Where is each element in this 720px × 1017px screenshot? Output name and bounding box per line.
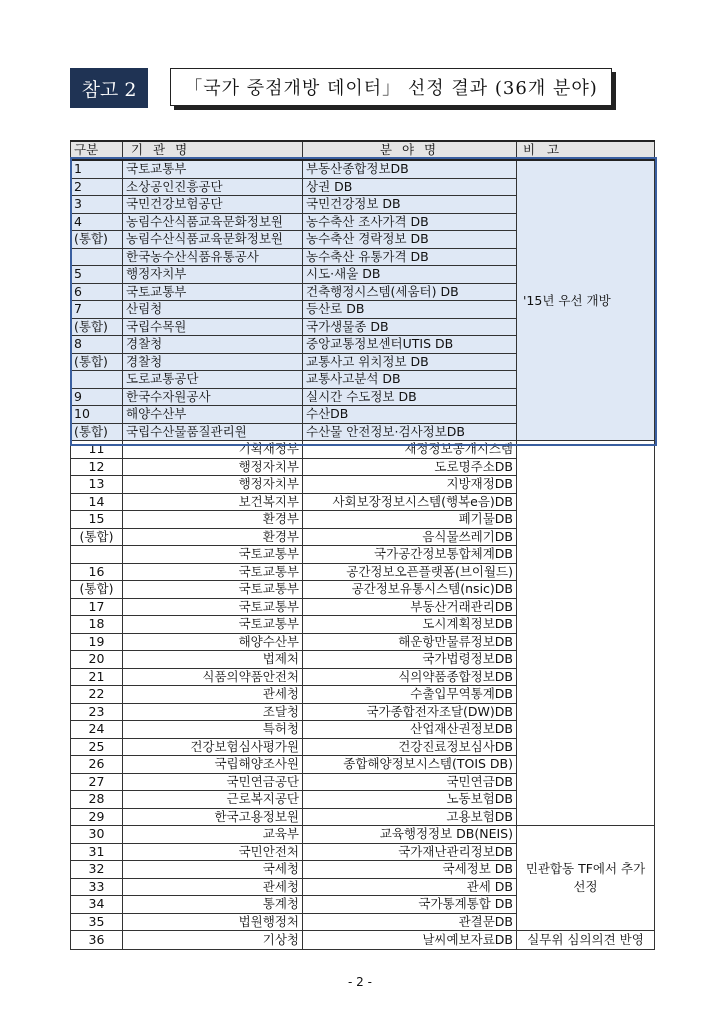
row-number: 30 bbox=[71, 826, 123, 844]
row-number bbox=[71, 371, 123, 389]
section-tag: 참고 2 bbox=[70, 68, 148, 108]
field-name: 국세정보 DB bbox=[303, 861, 517, 879]
note-empty bbox=[517, 441, 655, 826]
row-number: 7 bbox=[71, 301, 123, 319]
org-name: 해양수산부 bbox=[123, 633, 303, 651]
org-name: 국토교통부 bbox=[123, 283, 303, 301]
row-number: 2 bbox=[71, 178, 123, 196]
org-name: 국민연금공단 bbox=[123, 773, 303, 791]
org-name: 법제처 bbox=[123, 651, 303, 669]
field-name: 국가재난관리정보DB bbox=[303, 843, 517, 861]
field-name: 국가종합전자조달(DW)DB bbox=[303, 703, 517, 721]
row-number: 8 bbox=[71, 336, 123, 354]
field-name: 중앙교통정보센터UTIS DB bbox=[303, 336, 517, 354]
field-name: 해운항만물류정보DB bbox=[303, 633, 517, 651]
row-number: 20 bbox=[71, 651, 123, 669]
row-number: 5 bbox=[71, 266, 123, 284]
field-name: 건강진료정보심사DB bbox=[303, 738, 517, 756]
field-name: 국가공간정보통합체계DB bbox=[303, 546, 517, 564]
row-number: 18 bbox=[71, 616, 123, 634]
field-name: 건축행정시스템(세움터) DB bbox=[303, 283, 517, 301]
field-name: 부동산종합정보DB bbox=[303, 160, 517, 178]
row-number: 33 bbox=[71, 878, 123, 896]
org-name: 국토교통부 bbox=[123, 616, 303, 634]
org-name: 국토교통부 bbox=[123, 563, 303, 581]
page-title: 「국가 중점개방 데이터」 선정 결과 (36개 분야) bbox=[170, 68, 612, 106]
org-name: 법원행정처 bbox=[123, 913, 303, 931]
field-name: 공간정보오픈플랫폼(브이월드) bbox=[303, 563, 517, 581]
org-name: 보건복지부 bbox=[123, 493, 303, 511]
org-name: 경찰청 bbox=[123, 353, 303, 371]
row-number: 24 bbox=[71, 721, 123, 739]
note-joint: 민관합동 TF에서 추가선정 bbox=[517, 826, 655, 931]
field-name: 시도·새울 DB bbox=[303, 266, 517, 284]
table-row bbox=[71, 826, 655, 844]
row-number: 35 bbox=[71, 913, 123, 931]
field-name: 농수축산 경락정보 DB bbox=[303, 231, 517, 249]
col-header-field: 분 야 명 bbox=[303, 141, 517, 160]
org-name: 행정자치부 bbox=[123, 476, 303, 494]
row-number: 1 bbox=[71, 160, 123, 178]
row-number: 23 bbox=[71, 703, 123, 721]
row-number: 10 bbox=[71, 406, 123, 424]
org-name: 한국수자원공사 bbox=[123, 388, 303, 406]
org-name: 관세청 bbox=[123, 686, 303, 704]
row-number: 17 bbox=[71, 598, 123, 616]
field-name: 실시간 수도정보 DB bbox=[303, 388, 517, 406]
field-name: 국가생물종 DB bbox=[303, 318, 517, 336]
col-header-note: 비 고 bbox=[517, 141, 655, 160]
org-name: 건강보험심사평가원 bbox=[123, 738, 303, 756]
field-name: 국민건강정보 DB bbox=[303, 196, 517, 214]
field-name: 교통사고분석 DB bbox=[303, 371, 517, 389]
org-name: 국세청 bbox=[123, 861, 303, 879]
field-name: 교육행정정보 DB(NEIS) bbox=[303, 826, 517, 844]
org-name: 근로복지공단 bbox=[123, 791, 303, 809]
org-name: 환경부 bbox=[123, 528, 303, 546]
row-number: 28 bbox=[71, 791, 123, 809]
field-name: 관세 DB bbox=[303, 878, 517, 896]
field-name: 고용보험DB bbox=[303, 808, 517, 826]
note-last: 실무위 심의의견 반영 bbox=[517, 931, 655, 950]
org-name: 산림청 bbox=[123, 301, 303, 319]
row-number: 31 bbox=[71, 843, 123, 861]
field-name: 수산DB bbox=[303, 406, 517, 424]
org-name: 국민건강보험공단 bbox=[123, 196, 303, 214]
row-number: 14 bbox=[71, 493, 123, 511]
org-name: 기상청 bbox=[123, 931, 303, 950]
row-number: 3 bbox=[71, 196, 123, 214]
field-name: 국가통계통합 DB bbox=[303, 896, 517, 914]
field-name: 도로명주소DB bbox=[303, 458, 517, 476]
field-name: 국가법령정보DB bbox=[303, 651, 517, 669]
org-name: 통계청 bbox=[123, 896, 303, 914]
row-number: 22 bbox=[71, 686, 123, 704]
field-name: 상권 DB bbox=[303, 178, 517, 196]
row-number: (통합) bbox=[71, 353, 123, 371]
org-name: 농림수산식품교육문화정보원 bbox=[123, 213, 303, 231]
row-number bbox=[71, 248, 123, 266]
field-name: 식의약품종합정보DB bbox=[303, 668, 517, 686]
row-number: 16 bbox=[71, 563, 123, 581]
col-header-no: 구분 bbox=[71, 141, 123, 160]
field-name: 지방재정DB bbox=[303, 476, 517, 494]
table-row bbox=[71, 931, 655, 950]
field-name: 국민연금DB bbox=[303, 773, 517, 791]
field-name: 농수축산 유통가격 DB bbox=[303, 248, 517, 266]
org-name: 국토교통부 bbox=[123, 160, 303, 178]
field-name: 등산로 DB bbox=[303, 301, 517, 319]
org-name: 식품의약품안전처 bbox=[123, 668, 303, 686]
row-number: 13 bbox=[71, 476, 123, 494]
org-name: 소상공인진흥공단 bbox=[123, 178, 303, 196]
org-name: 기획재정부 bbox=[123, 441, 303, 459]
row-number: 21 bbox=[71, 668, 123, 686]
org-name: 농림수산식품교육문화정보원 bbox=[123, 231, 303, 249]
field-name: 관결문DB bbox=[303, 913, 517, 931]
data-table bbox=[70, 140, 655, 950]
field-name: 폐기물DB bbox=[303, 511, 517, 529]
org-name: 국토교통부 bbox=[123, 598, 303, 616]
org-name: 한국고용정보원 bbox=[123, 808, 303, 826]
field-name: 재정정보공개시스템 bbox=[303, 441, 517, 459]
field-name: 날씨예보자료DB bbox=[303, 931, 517, 950]
org-name: 경찰청 bbox=[123, 336, 303, 354]
org-name: 국립수산물품질관리원 bbox=[123, 423, 303, 441]
row-number: (통합) bbox=[71, 423, 123, 441]
org-name: 특허청 bbox=[123, 721, 303, 739]
field-name: 수산물 안전정보·검사정보DB bbox=[303, 423, 517, 441]
field-name: 산업재산권정보DB bbox=[303, 721, 517, 739]
row-number: 6 bbox=[71, 283, 123, 301]
row-number: (통합) bbox=[71, 231, 123, 249]
row-number: 26 bbox=[71, 756, 123, 774]
field-name: 사회보장정보시스템(행복e음)DB bbox=[303, 493, 517, 511]
org-name: 행정자치부 bbox=[123, 458, 303, 476]
field-name: 도시계획정보DB bbox=[303, 616, 517, 634]
org-name: 한국농수산식품유통공사 bbox=[123, 248, 303, 266]
row-number: 36 bbox=[71, 931, 123, 950]
row-number: 27 bbox=[71, 773, 123, 791]
field-name: 종합해양정보시스템(TOIS DB) bbox=[303, 756, 517, 774]
row-number: 25 bbox=[71, 738, 123, 756]
org-name: 관세청 bbox=[123, 878, 303, 896]
org-name: 국립해양조사원 bbox=[123, 756, 303, 774]
row-number: (통합) bbox=[71, 528, 123, 546]
row-number: 19 bbox=[71, 633, 123, 651]
field-name: 노동보험DB bbox=[303, 791, 517, 809]
field-name: 교통사고 위치정보 DB bbox=[303, 353, 517, 371]
row-number: (통합) bbox=[71, 318, 123, 336]
org-name: 조달청 bbox=[123, 703, 303, 721]
field-name: 음식물쓰레기DB bbox=[303, 528, 517, 546]
row-number: 34 bbox=[71, 896, 123, 914]
row-number: (통합) bbox=[71, 581, 123, 599]
org-name: 교육부 bbox=[123, 826, 303, 844]
org-name: 국토교통부 bbox=[123, 581, 303, 599]
table-row bbox=[71, 160, 655, 178]
field-name: 수출입무역통계DB bbox=[303, 686, 517, 704]
field-name: 공간정보유통시스템(nsic)DB bbox=[303, 581, 517, 599]
row-number bbox=[71, 546, 123, 564]
table-row bbox=[71, 441, 655, 459]
row-number: 11 bbox=[71, 441, 123, 459]
org-name: 도로교통공단 bbox=[123, 371, 303, 389]
note-priority: '15년 우선 개방 bbox=[517, 160, 655, 441]
col-header-org: 기 관 명 bbox=[123, 141, 303, 160]
row-number: 4 bbox=[71, 213, 123, 231]
org-name: 국립수목원 bbox=[123, 318, 303, 336]
row-number: 15 bbox=[71, 511, 123, 529]
org-name: 환경부 bbox=[123, 511, 303, 529]
row-number: 9 bbox=[71, 388, 123, 406]
org-name: 국토교통부 bbox=[123, 546, 303, 564]
table-header-row bbox=[71, 141, 655, 160]
org-name: 해양수산부 bbox=[123, 406, 303, 424]
row-number: 12 bbox=[71, 458, 123, 476]
row-number: 29 bbox=[71, 808, 123, 826]
page-number: - 2 - bbox=[348, 975, 372, 989]
org-name: 국민안전처 bbox=[123, 843, 303, 861]
field-name: 부동산거래관리DB bbox=[303, 598, 517, 616]
row-number: 32 bbox=[71, 861, 123, 879]
field-name: 농수축산 조사가격 DB bbox=[303, 213, 517, 231]
org-name: 행정자치부 bbox=[123, 266, 303, 284]
